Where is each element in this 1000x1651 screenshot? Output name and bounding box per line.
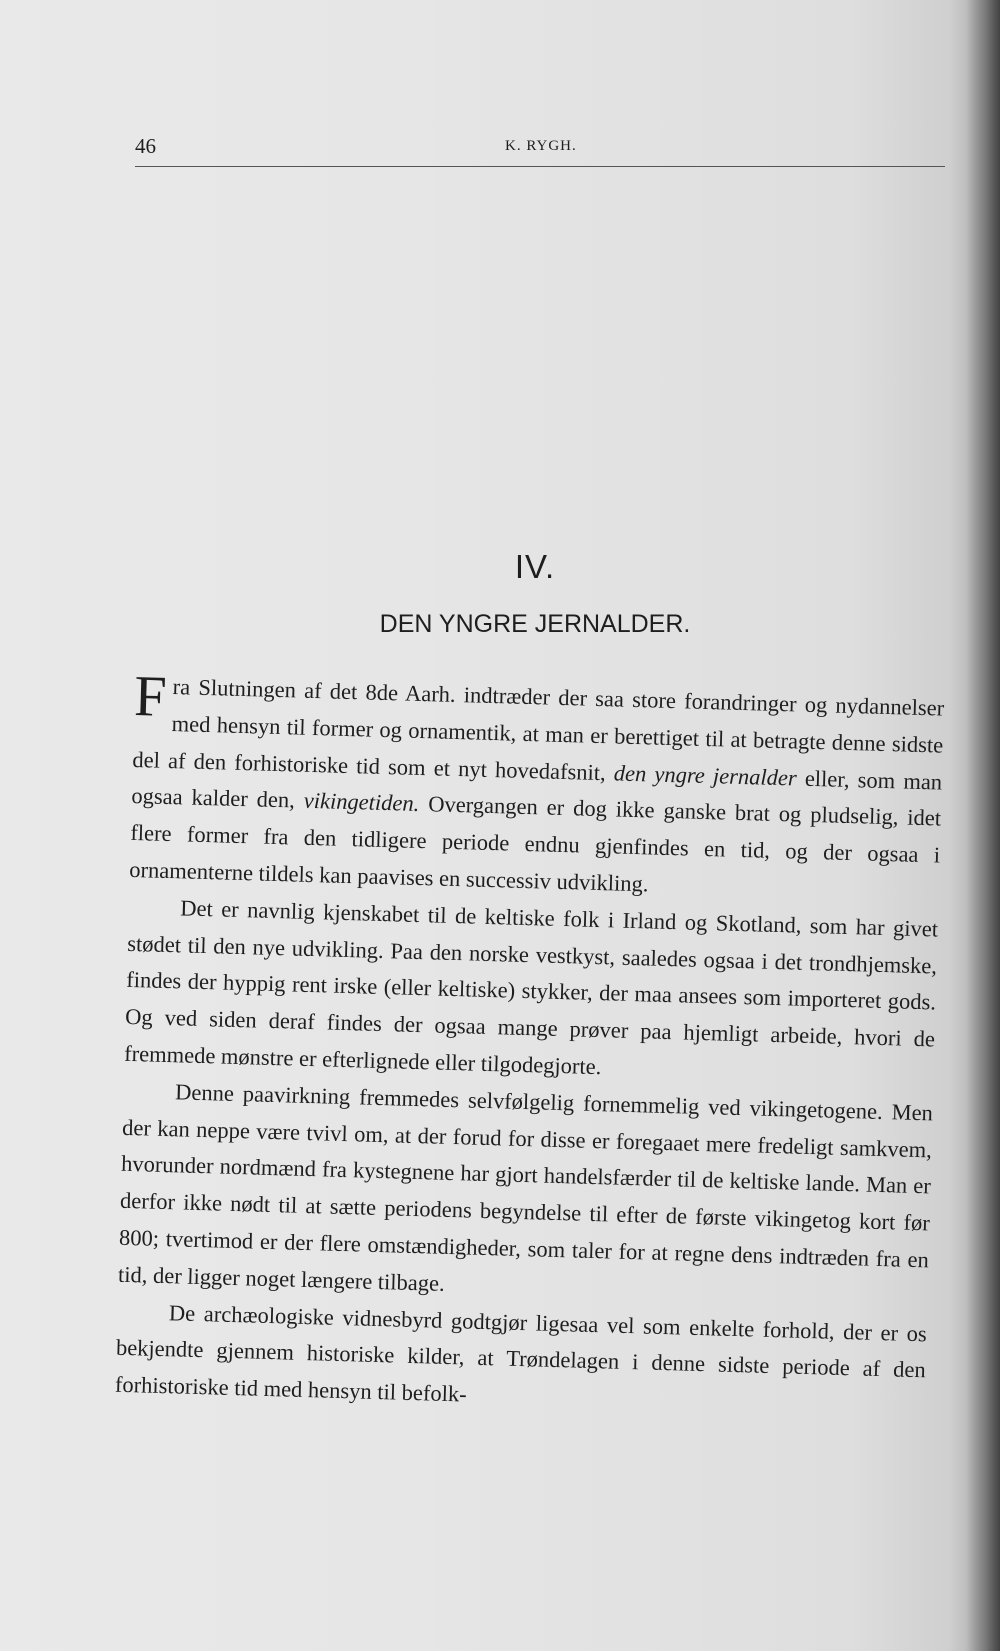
paragraph-1 (129, 663, 945, 911)
paragraph-1-text-b: eller, som man ogsaa kalder den, (131, 765, 943, 814)
paragraph-4: De archæologiske vidnesbyrd godtgjør ligesaa vel som enkelte forhold, der er os bekjendte gjennem historiske kilder, at Trøndelagen i denne sidste periode af den forhistoriske tid med hensyn til befolk- (114, 1299, 928, 1407)
paragraph-1-text-c: Overgangen er dog ikke ganske brat og pludselig, idet flere former fra den tidligere periode endnu gjenfindes en tid, og der ogsaa i ornamenterne tildels kan paavises en successiv udvikling. (129, 791, 942, 897)
paragraph-3: Denne paavirkning fremmedes selvfølgelig fornemmelig ved vikingetogene. Men der kan neppe være tvivl om, at der forud for disse er foregaaet mere fredeligt samkvem, hvorunder nordmænd fra kystegnene har gjort handelsfærder til de keltiske lande. Man er derfor ikke nødt til at sætte periodens begyndelse til efter de første vikingetog kort før 800; tvertimod er der flere omstændigheder, som taler for at regne dens indtræden fra en tid, der ligger noget længere tilbage. (117, 1079, 934, 1296)
paragraph-1-emphasis-1: den yngre jernalder (613, 760, 798, 791)
chapter-number: IV. (514, 548, 556, 585)
paragraph-2: Det er navnlig kjenskabet til de keltiske folk i Irland og Skotland, som har givet stødet til den nye udvikling. Paa den norske vestkyst, saaledes ogsaa i det trondhjemske, findes der hyppig rent irske (eller keltiske) stykker, der maa ansees som importeret gods. Og ved siden deraf findes der ogsaa mange prøver paa hjemligt arbeide, hvori de fremmede mønstre er efterlignede eller tilgodegjorte. (123, 895, 939, 1080)
page-edge-shadow (966, 0, 1000, 1651)
page-number: 46 (135, 134, 156, 158)
chapter-title: DEN YNGRE JERNALDER. (379, 610, 691, 638)
body-text (114, 663, 945, 1426)
running-head: K. RYGH. (505, 138, 577, 154)
paragraph-1-text-a: ra Slutningen af det 8de Aarh. indtræder der saa store forandringer og nydannelser med hensyn til former og ornamentik, at man er berettiget til at betragte denne sidste del af den forhistoriske tid som et nyt hovedafsnit, (132, 674, 945, 785)
page-header (135, 130, 945, 167)
drop-cap: F (133, 663, 168, 729)
paragraph-1-emphasis-2: vikingetiden. (303, 788, 420, 817)
